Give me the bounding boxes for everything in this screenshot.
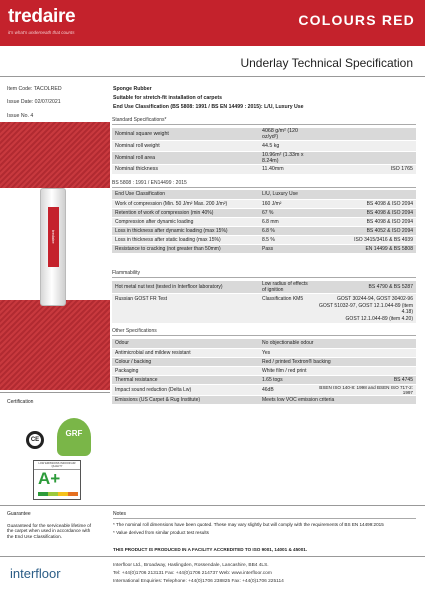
guarantee-heading: Guarantee <box>7 511 31 517</box>
aplus-label-heading: LOW EMISSIONS INDOOR AIR QUALITY <box>34 461 80 470</box>
product-use: Suitable for stretch-fit installation of carpets <box>113 95 222 101</box>
grf-badge-text: GRF <box>65 429 83 438</box>
flammability-heading: Flammability <box>112 270 141 276</box>
table-row: Antimicrobial and mildew resistant Yes <box>112 348 416 357</box>
table-row: Compression after dynamic loading 6.8 mm BS 4098 & ISO 2094 <box>112 217 416 226</box>
table-row: Work of compression (Min. 50 J/m² Max. 200 J/m²) 160 J/m² BS 4098 & ISO 2094 <box>112 199 416 208</box>
standard-specs-table <box>112 128 416 175</box>
iso-statement: THIS PRODUCT IS PRODUCED IN A FACILITY ACCREDITED TO ISO 9001, 14001 & 45001. <box>113 547 308 552</box>
table-row: Impact sound reduction (Delta Lw) 46dB BSEN ISO 140-8: 1998 and BSEN ISO 717-2: 1997 <box>112 384 416 395</box>
standard-specs-divider <box>112 124 416 125</box>
bs-specs-divider <box>112 187 416 188</box>
table-row: Hot metal nut test (tested in Interfloor laboratory) Low radius of effects of ignition BS 4790 & BS 5287 <box>112 281 416 294</box>
table-row: Colour / backing Red / printed Textron® backing <box>112 357 416 366</box>
table-row: Retention of work of compression (min 40%) 67 % BS 4098 & ISO 2094 <box>112 208 416 217</box>
product-range-title: COLOURS RED <box>298 12 415 28</box>
logo-tagline: it's what's underneath that counts <box>8 30 75 35</box>
product-name: Sponge Rubber <box>113 86 152 92</box>
table-row: Loss in thickness after dynamic loading (max 15%) 6.8 % BS 4052 & ISO 2094 <box>112 226 416 235</box>
interfloor-logo: interfloor <box>10 566 61 581</box>
gost-certification-mark <box>26 431 44 449</box>
title-divider <box>0 76 425 77</box>
table-row: Resistance to cracking (not greater than 50mm) Pass EN 14499 & BS 5808 <box>112 244 416 253</box>
flammability-table <box>112 281 416 324</box>
header-banner <box>0 0 425 46</box>
bs-specs-table <box>112 190 416 254</box>
guarantee-text: Guaranteed for the serviceable lifetime of the carpet when used in accordance with the End Use Classification. <box>7 523 92 539</box>
certification-heading: Certification <box>7 399 34 405</box>
flammability-divider <box>112 277 416 278</box>
roll-label: tredaire <box>48 207 59 267</box>
gost-standard-2: GOST 51032-97, GOST 12.1.044-89 (item 4.18) <box>318 302 413 315</box>
note-item: * Value derived from similar product test results <box>113 530 209 535</box>
product-classification: End Use Classification (BS 5808: 1991 / BS EN 14499 : 2015): L/U, Luxury Use <box>113 104 304 110</box>
gost-standard-3: GOST 12.1.044-89 (item 4.20) <box>345 315 413 322</box>
table-row: Nominal roll area 10.96m² (1.33m x 8.24m) <box>112 151 416 164</box>
gost-standard-1: GOST 30244-94, GOST 30402-96 <box>337 296 413 302</box>
table-row: Packaging White film / red print <box>112 366 416 375</box>
other-specs-table <box>112 339 416 405</box>
note-item: * The nominal roll dimensions have been quoted. These may vary slightly but will comply with the requirements of BS EN 14499:2015 <box>113 522 384 527</box>
table-row: Nominal square weight 4068 g/m² (120 oz/yd²) <box>112 128 416 141</box>
table-row: Loss in thickness after static loading (max 15%) 8.5 % ISO 3415/3416 & BS 4939 <box>112 235 416 244</box>
table-row: Thermal resistance 1.65 togs BS 4745 <box>112 375 416 384</box>
grf-certification-badge <box>57 418 91 456</box>
underlay-swatch-top <box>0 122 110 188</box>
other-specs-heading: Other Specifications <box>112 328 157 334</box>
company-contact: Tel: +44(0)1706 213131 Fax: +44(0)1706 214737 Web: www.interfloor.com <box>113 571 272 576</box>
table-row: Odour No objectionable odour <box>112 339 416 348</box>
item-code: Item Code: TACOLRED <box>7 86 62 92</box>
notes-heading: Notes <box>113 511 127 517</box>
bs-specs-heading: BS 5808 : 1991 / EN14499 : 2015 <box>112 180 187 186</box>
table-row: End Use Classification L/U, Luxury Use <box>112 190 416 199</box>
certification-divider <box>0 392 110 393</box>
footer-divider <box>0 556 425 557</box>
table-row: Nominal thickness 11.40mm ISO 1765 <box>112 164 416 175</box>
aplus-rating-text: A+ <box>38 469 61 488</box>
table-row: Emissions (US Carpet & Rug Institute) Meets low VOC emission criteria <box>112 395 416 404</box>
issue-number: Issue No. 4 <box>7 113 34 119</box>
underlay-swatch-bottom <box>0 300 110 390</box>
document-title: Underlay Technical Specification <box>240 56 413 70</box>
international-enquiries: International Enquiries: Telephone: +44(0)1706 238825 Fax: +44(0)1706 225114 <box>113 579 284 584</box>
a-plus-emissions-label <box>33 460 81 500</box>
table-row: Nominal roll weight 44.5 kg <box>112 141 416 152</box>
guarantee-divider <box>0 505 425 506</box>
ce-mark-text: CE <box>30 437 40 443</box>
notes-divider <box>113 518 416 519</box>
tredaire-logo: tredaire <box>8 6 76 27</box>
underlay-roll-image <box>40 188 66 306</box>
standard-specs-heading: Standard Specifications* <box>112 117 167 123</box>
issue-date: Issue Date: 02/07/2021 <box>7 99 61 105</box>
other-specs-divider <box>112 335 416 336</box>
table-row: Russian GOST FR Test Classification KM5 GOST 30244-94, GOST 30402-96 GOST 51032-97, GOST 12.1.044-89 (item 4.18) GOST 12.1.044-89 (item 4.20) <box>112 294 416 324</box>
aplus-rating-scale <box>38 492 78 496</box>
company-address: Interfloor Ltd., Broadway, Haslingden, Rossendale, Lancashire, BB4 4LS. <box>113 563 269 568</box>
